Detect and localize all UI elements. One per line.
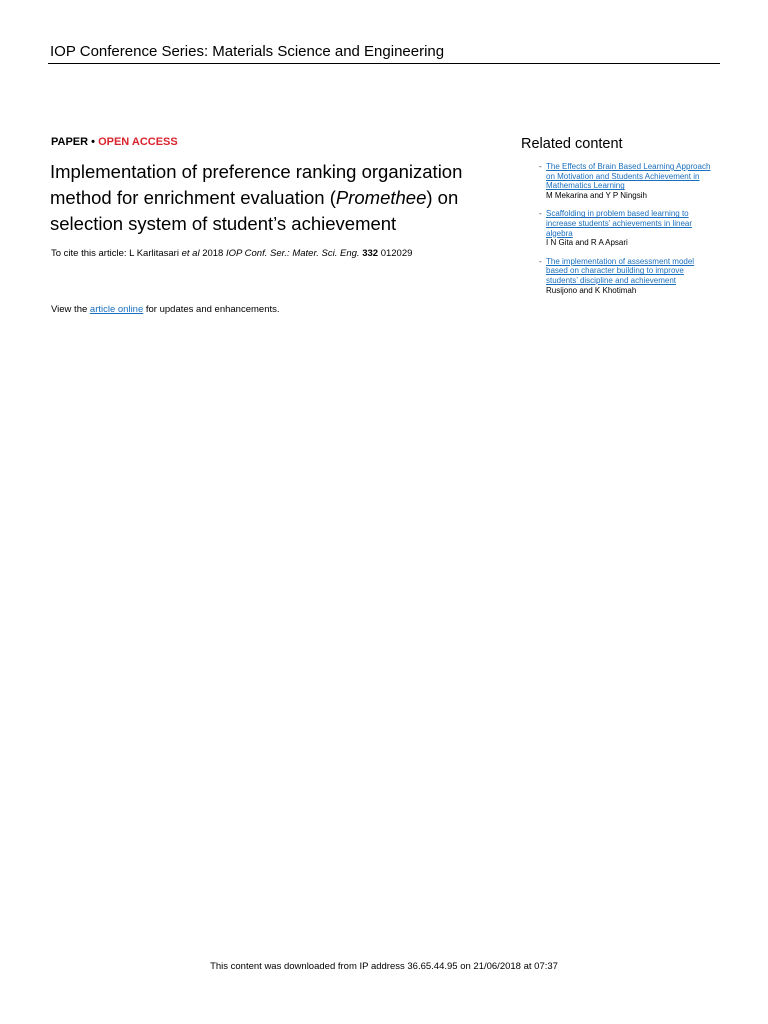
view-prefix: View the [51,304,90,315]
related-item-authors: I N Gita and R A Apsari [546,238,628,248]
view-article-line [51,304,280,316]
download-footer: This content was downloaded from IP address 36.65.44.95 on 21/06/2018 at 07:37 [210,961,558,972]
article-online-link[interactable]: article online [89,304,144,315]
citation-volume: 332 [362,248,379,259]
series-title: IOP Conference Series: Materials Science and Engineering [50,43,445,60]
related-item-link[interactable]: The Effects of Brain Based Learning Approach on Motivation and Students Achievement in Mathematics Learning [546,162,711,191]
list-dash: - [539,162,542,171]
related-item [539,162,717,200]
citation-journal: IOP Conf. Ser.: Mater. Sci. Eng. [225,248,360,259]
related-item-link[interactable]: Scaffolding in problem based learning to increase students’ achievements in linear algebra [546,209,693,238]
view-suffix: for updates and enhancements. [143,304,280,315]
badge-separator: • [88,136,99,148]
citation-et-al: et al [181,248,200,259]
list-dash: - [539,209,542,219]
citation-year: 2018 [199,248,226,259]
list-dash: - [539,256,542,266]
paper-badge [51,136,178,149]
related-item [539,209,717,247]
header-rule [48,63,720,64]
paper-label: PAPER [51,136,89,148]
citation-article-number: 012029 [378,248,413,259]
title-italic: Promethee [335,187,427,208]
related-content-list [539,162,717,304]
citation-prefix: To cite this article: L Karlitasari [51,248,182,259]
citation-line [51,248,412,260]
article-title [50,159,520,237]
related-item-link[interactable]: The implementation of assessment model based on character building to improve students’ discipline and achievement [546,256,695,285]
title-part-2: ) on selection system of student’s achievement [50,187,459,234]
title-part-1: Implementation of preference ranking organization method for enrichment evaluation ( [50,161,463,208]
related-item [539,257,717,295]
related-item-authors: M Mekarina and Y P Ningsih [546,190,647,200]
open-access-label: OPEN ACCESS [98,136,178,148]
related-content-heading: Related content [521,136,623,152]
related-item-authors: Rusijono and K Khotimah [546,285,637,295]
